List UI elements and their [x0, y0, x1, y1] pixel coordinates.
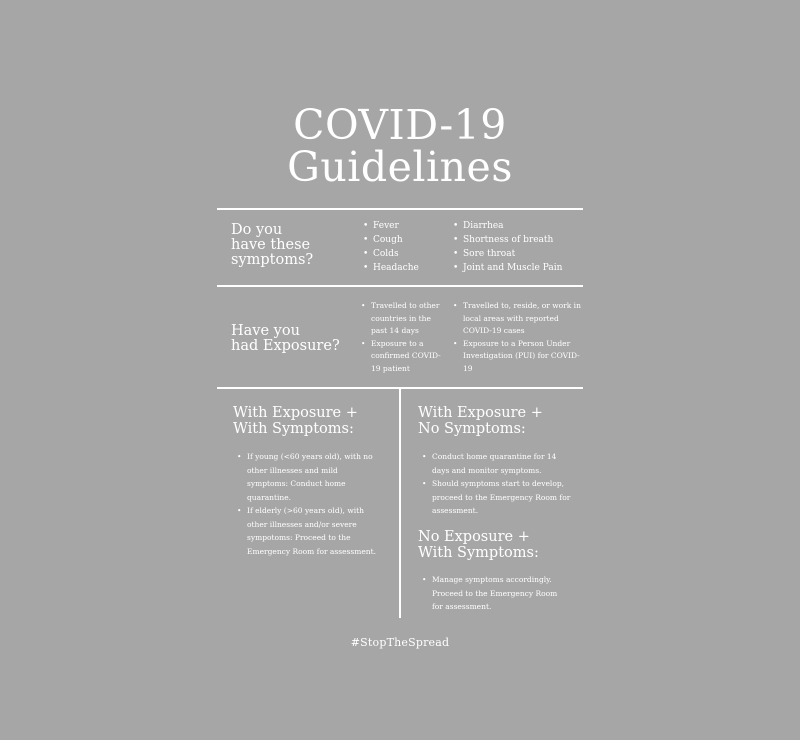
with-exposure-with-symptoms-heading: With Exposure + With Symptoms:: [233, 405, 358, 437]
list-item: • Conduct home quarantine for 14 days and monitor symptoms.: [422, 450, 572, 477]
list-item: • Cough: [363, 233, 448, 247]
page-title-line-2: Guidelines: [287, 143, 513, 191]
list-item: • Headache: [363, 261, 448, 275]
page-title-line-1: COVID-19: [293, 101, 507, 149]
hashtag: #StopTheSpread: [350, 636, 450, 649]
list-item: • If young (<60 years old), with no other illnesses and mild symptoms: Conduct home quarantine.: [237, 450, 377, 504]
list-item: • Joint and Muscle Pain: [453, 261, 578, 275]
with-exposure-no-symptoms-heading: With Exposure + No Symptoms:: [418, 405, 543, 437]
divider-top: [217, 208, 583, 210]
symptoms-question: Do you have these symptoms?: [231, 222, 314, 268]
symptoms-list-2: [453, 219, 578, 275]
with-exposure-no-symptoms-list: [422, 450, 572, 518]
list-item: • Diarrhea: [453, 219, 578, 233]
no-exposure-with-symptoms-list: [422, 573, 562, 614]
list-item: • Exposure to a confirmed COVID-19 patient: [361, 338, 449, 376]
list-item: • If elderly (>60 years old), with other illnesses and/or severe sympotoms: Proceed to the Emergency Room for assessment.: [237, 504, 377, 558]
list-item: • Fever: [363, 219, 448, 233]
list-item: • Travelled to, reside, or work in local areas with reported COVID-19 cases: [453, 300, 581, 338]
list-item: • Shortness of breath: [453, 233, 578, 247]
divider-middle: [217, 285, 583, 287]
with-exposure-with-symptoms-list: [237, 450, 377, 558]
exposure-question: Have you had Exposure?: [231, 323, 340, 354]
list-item: • Manage symptoms accordingly. Proceed to the Emergency Room for assessment.: [422, 573, 562, 614]
divider-vertical: [399, 389, 401, 618]
exposure-list-1: [361, 300, 449, 375]
no-exposure-with-symptoms-heading: No Exposure + With Symptoms:: [418, 529, 539, 561]
list-item: • Should symptoms start to develop, proceed to the Emergency Room for assessment.: [422, 477, 572, 518]
list-item: • Colds: [363, 247, 448, 261]
list-item: • Travelled to other countries in the past 14 days: [361, 300, 449, 338]
exposure-list-2: [453, 300, 581, 375]
symptoms-list-1: [363, 219, 448, 275]
list-item: • Sore throat: [453, 247, 578, 261]
list-item: • Exposure to a Person Under Investigation (PUI) for COVID-19: [453, 338, 581, 376]
